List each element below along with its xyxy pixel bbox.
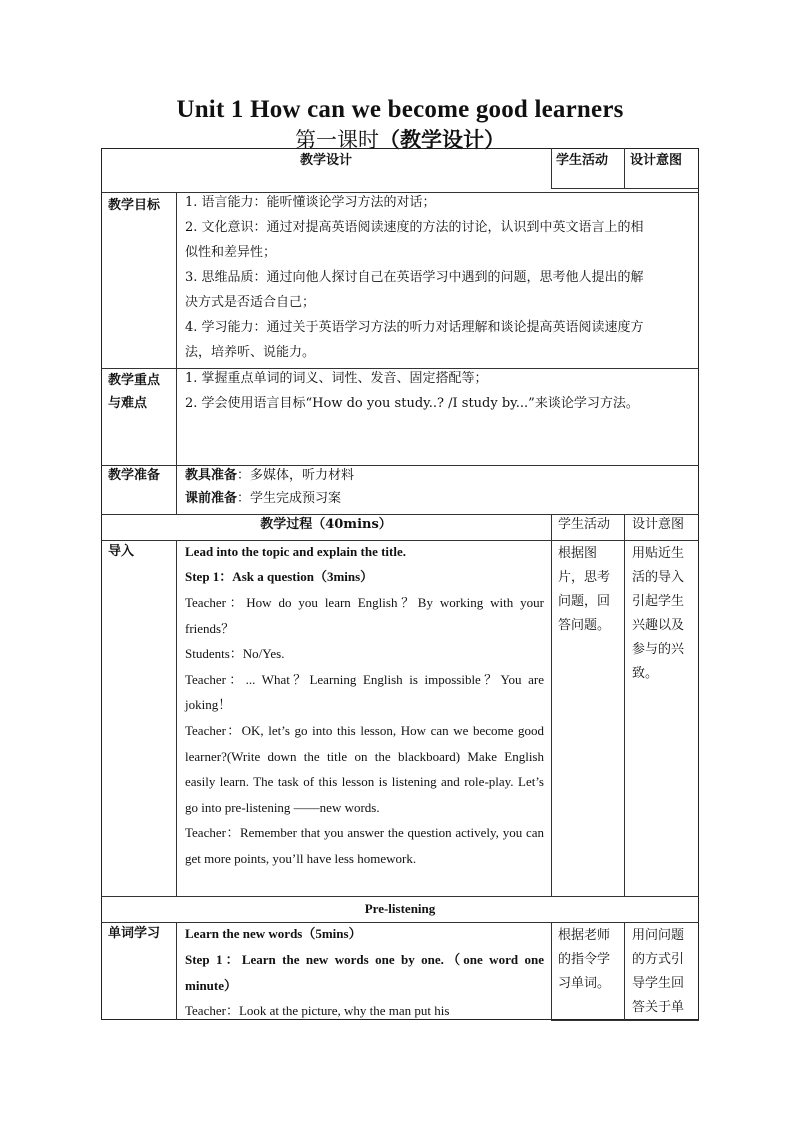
pre-class-prep-label: 课前准备 [185,491,238,506]
objective-line: 似性和差异性； [185,245,277,260]
vocab-label: 单词学习 [108,926,161,941]
vocab-teacher-line: Teacher：Look at the picture, why the man put his [185,1003,450,1018]
objective-line: 4. 学习能力：通过关于英语学习方法的听力对话理解和谈论提高英语阅读速度方 [185,320,644,335]
tools-prep-value: ：多媒体，听力材料 [237,468,355,483]
key-points-label-2: 与难点 [108,396,148,411]
lead-in-activity: 根据图片，思考问题，回答问题。 [558,546,611,633]
col-divider [624,148,625,188]
objective-line: 3. 思维品质：通过向他人探讨自己在英语学习中遇到的问题，思考他人提出的解 [185,270,644,285]
document-title: Unit 1 How can we become good learners [176,96,624,123]
process-header: 教学过程（40mins） [260,517,392,532]
objective-line: 2. 文化意识：通过对提高英语阅读速度的方法的讨论，认识到中英文语言上的相 [185,220,644,235]
header-intent: 设计意图 [630,153,683,168]
col-divider [176,540,177,896]
col-divider [551,514,552,896]
vocab-heading: Learn the new words（5mins） [185,926,362,941]
col-divider [624,922,625,1020]
dialogue-paragraph: Teacher：OK, let’s go into this lesson, How can we become good learner?(Write down the title on the blackboard) Make English easily learn. The task of this lesson is listening and role-play. Let’s go into pre-listening ——new words. [185,722,544,815]
vocab-activity: 根据老师的指令学习单词。 [558,928,611,991]
lead-in-intent: 用贴近生活的导入引起学生兴趣以及参与的兴致。 [632,546,685,681]
lead-in-step: Step 1：Ask a question（3mins） [185,569,374,584]
header-box-line [551,188,699,189]
col-divider [551,922,552,1020]
key-points-label-1: 教学重点 [108,373,161,388]
pre-listening-header: Pre-listening [364,901,436,916]
objective-line: 法，培养听、说能力。 [185,345,316,360]
header-design: 教学设计 [299,153,352,168]
key-point-line: 2. 学会使用语言目标“How do you study..? /I study by...”来谈论学习方法。 [185,396,639,411]
dialogue-paragraph: Teacher：How do you learn English？By working with your friends？ [185,595,544,636]
vocab-step: Step 1：Learn the new words one by one.（one word one minute） [185,952,544,993]
col-divider [624,514,625,896]
pre-class-prep-value: ：学生完成预习案 [237,491,342,506]
dialogue-paragraph: Students：No/Yes. [185,646,285,662]
row-divider [551,1020,699,1021]
preparation-label: 教学准备 [108,468,161,483]
tools-prep-label: 教具准备 [185,468,238,483]
process-intent-header: 设计意图 [632,517,685,532]
dialogue-paragraph: Teacher：Remember that you answer the question actively, you can get more points, you’ll have less homework. [185,825,544,866]
col-divider [176,922,177,1020]
subtitle-lesson: 第一课时 [295,128,379,152]
lead-in-heading: Lead into the topic and explain the title. [185,544,407,559]
process-activity-header: 学生活动 [558,517,611,532]
pre-class-prep [185,486,341,512]
objective-line: 1. 语言能力：能听懂谈论学习方法的对话； [185,195,436,210]
objective-line: 决方式是否适合自己； [185,295,316,310]
lead-in-label: 导入 [108,544,135,559]
col-divider [551,148,552,188]
header-activity: 学生活动 [556,153,609,168]
dialogue-paragraph: Teacher：... What？Learning English is impossible？You are joking！ [185,671,544,713]
col-divider [176,192,177,514]
objectives-label: 教学目标 [108,198,161,213]
lead-in-dialogue [185,590,544,872]
vocab-intent: 用问问题的方式引导学生回答关于单 [632,928,685,1015]
key-point-line: 1. 掌握重点单词的词义、词性、发音、固定搭配等； [185,371,488,386]
subtitle-type: （教学设计） [379,127,505,152]
